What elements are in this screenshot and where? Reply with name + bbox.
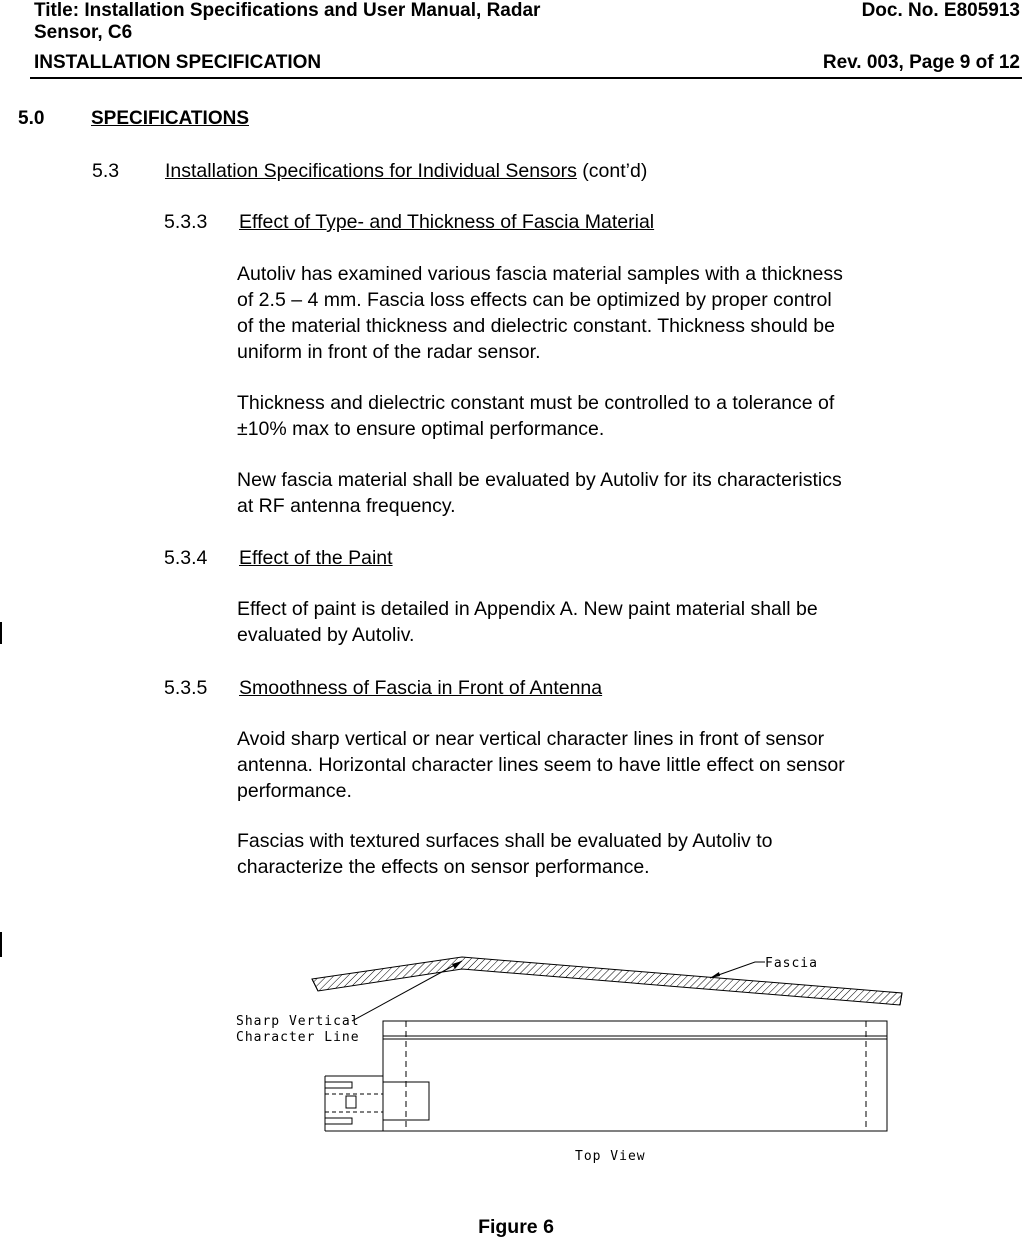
paragraph xyxy=(237,828,772,880)
paragraph-line: Autoliv has examined various fascia material samples with a thickness xyxy=(237,263,843,285)
paragraph-line: of 2.5 – 4 mm. Fascia loss effects can be optimized by proper control xyxy=(237,289,832,311)
subsection-heading xyxy=(165,158,647,184)
change-bar xyxy=(0,932,2,957)
connector xyxy=(325,1076,429,1131)
subsection-title: Installation Specifications for Individual Sensors xyxy=(165,160,577,182)
header-title-line1: Title: Installation Specifications and User Manual, Radar xyxy=(34,0,541,21)
paragraph-line: characterize the effects on sensor performance. xyxy=(237,856,650,878)
figure-caption: Figure 6 xyxy=(478,1216,554,1238)
paragraph xyxy=(237,261,843,365)
paragraph-line: at RF antenna frequency. xyxy=(237,495,456,517)
item-number: 5.3.5 xyxy=(164,677,208,699)
paragraph xyxy=(237,726,845,804)
change-bar xyxy=(0,622,2,644)
character-line-label-1: Sharp Vertical xyxy=(236,1014,360,1029)
paragraph-line: performance. xyxy=(237,780,352,802)
item-number: 5.3.4 xyxy=(164,547,208,569)
item-title: Smoothness of Fascia in Front of Antenna xyxy=(239,677,603,699)
sensor-housing xyxy=(383,1021,887,1131)
item-title: Effect of the Paint xyxy=(239,547,393,569)
header-rule xyxy=(30,77,1022,79)
header-title-line2: Sensor, C6 xyxy=(34,22,133,43)
header-rev-page: Rev. 003, Page 9 of 12 xyxy=(822,52,1020,73)
subsection-suffix: (cont’d) xyxy=(576,160,648,182)
paragraph-line: antenna. Horizontal character lines seem to have little effect on sensor xyxy=(237,754,845,776)
item-number: 5.3.3 xyxy=(164,211,208,233)
sensor-top-view-figure xyxy=(230,945,910,1170)
paragraph xyxy=(237,467,842,519)
fascia-label: Fascia xyxy=(765,956,818,971)
item-title: Effect of Type- and Thickness of Fascia Material xyxy=(239,211,655,233)
view-label: Top View xyxy=(575,1149,646,1164)
paragraph xyxy=(237,390,834,442)
section-number: 5.0 xyxy=(18,108,45,129)
paragraph-line: of the material thickness and dielectric constant. Thickness should be xyxy=(237,315,835,337)
paragraph-line: Avoid sharp vertical or near vertical character lines in front of sensor xyxy=(237,728,825,750)
character-line-label-2: Character Line xyxy=(236,1030,360,1045)
header-section: INSTALLATION SPECIFICATION xyxy=(34,52,322,73)
paragraph xyxy=(237,596,818,648)
subsection-number: 5.3 xyxy=(92,160,120,182)
paragraph-line: Thickness and dielectric constant must be controlled to a tolerance of xyxy=(237,392,835,414)
paragraph-line: uniform in front of the radar sensor. xyxy=(237,341,541,363)
paragraph-line: evaluated by Autoliv. xyxy=(237,624,415,646)
paragraph-line: New fascia material shall be evaluated by Autoliv for its characteristics xyxy=(237,469,842,491)
section-title: SPECIFICATIONS xyxy=(91,108,249,129)
paragraph-line: Effect of paint is detailed in Appendix A. New paint material shall be xyxy=(237,598,818,620)
paragraph-line: Fascias with textured surfaces shall be evaluated by Autoliv to xyxy=(237,830,773,852)
header-doc-no: Doc. No. E805913 xyxy=(861,0,1020,21)
paragraph-line: ±10% max to ensure optimal performance. xyxy=(237,418,605,440)
